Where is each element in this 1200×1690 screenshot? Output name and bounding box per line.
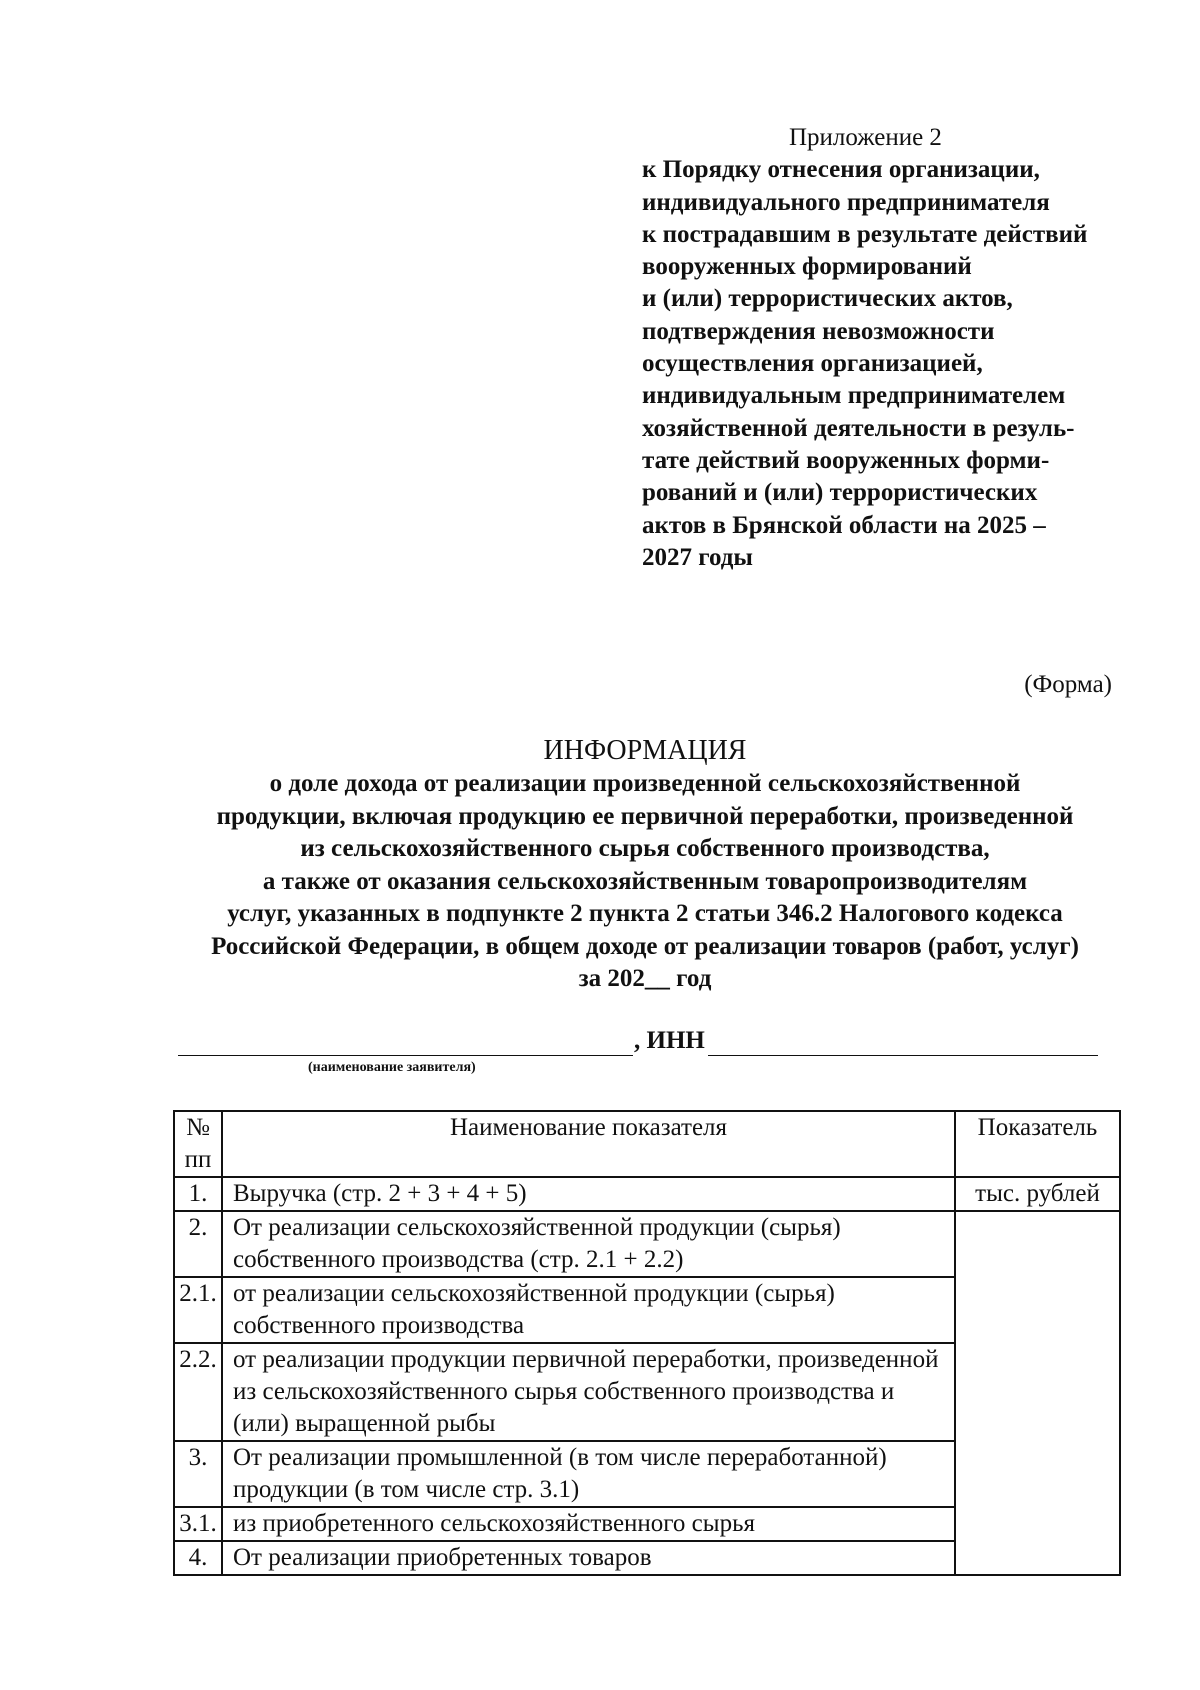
inn-label: , ИНН bbox=[634, 1027, 705, 1054]
heading-line: продукции, включая продукцию ее первичной переработки, произведенной bbox=[216, 802, 1074, 830]
heading-line: о доле дохода от реализации произведенной сельскохозяйственной bbox=[269, 770, 1021, 797]
appendix-line: тате действий вооруженных форми- bbox=[642, 446, 1050, 474]
appendix-line: хозяйственной деятельности в резуль- bbox=[642, 414, 1075, 442]
header-name: Наименование показателя bbox=[222, 1111, 955, 1177]
table-row bbox=[174, 1211, 1120, 1277]
row-num: 3.1. bbox=[174, 1507, 222, 1541]
appendix-line: индивидуальным предпринимателем bbox=[642, 382, 1066, 410]
document-heading bbox=[150, 734, 1140, 996]
row-num: 2.1. bbox=[174, 1277, 222, 1343]
row-num: 4. bbox=[174, 1541, 222, 1575]
appendix-line: 2027 годы bbox=[642, 543, 753, 571]
appendix-block bbox=[642, 122, 1122, 574]
form-label: (Форма) bbox=[1024, 671, 1112, 698]
row-name: От реализации промышленной (в том числе переработанной) продукции (в том числе стр. 3.1) bbox=[222, 1441, 955, 1507]
appendix-line: к Порядку отнесения организации, bbox=[642, 156, 1040, 184]
heading-line: Российской Федерации, в общем доходе от реализации товаров (работ, услуг) bbox=[211, 932, 1079, 960]
appendix-line: осуществления организацией, bbox=[642, 350, 983, 378]
appendix-title: Приложение 2 bbox=[789, 124, 942, 151]
applicant-name-blank[interactable] bbox=[178, 1055, 633, 1056]
row-name: От реализации сельскохозяйственной продукции (сырья) собственного производства (стр. 2.1 + 2.2) bbox=[222, 1211, 955, 1277]
applicant-row bbox=[178, 1024, 1098, 1084]
heading-title: ИНФОРМАЦИЯ bbox=[543, 735, 747, 766]
inn-blank[interactable] bbox=[708, 1055, 1098, 1056]
row-num: 1. bbox=[174, 1177, 222, 1211]
heading-line: услуг, указанных в подпункте 2 пункта 2 статьи 346.2 Налогового кодекса bbox=[227, 900, 1063, 927]
row-num: 3. bbox=[174, 1441, 222, 1507]
applicant-caption: (наименование заявителя) bbox=[308, 1060, 476, 1075]
heading-line: из сельскохозяйственного сырья собственного производства, bbox=[300, 835, 990, 862]
row-name: Выручка (стр. 2 + 3 + 4 + 5) bbox=[222, 1177, 955, 1211]
row-name: от реализации сельскохозяйственной продукции (сырья) собственного производства bbox=[222, 1277, 955, 1343]
appendix-line: вооруженных формирований bbox=[642, 253, 972, 281]
appendix-line: индивидуального предпринимателя bbox=[642, 188, 1050, 216]
row-name: От реализации приобретенных товаров bbox=[222, 1541, 955, 1575]
row-num: 2. bbox=[174, 1211, 222, 1277]
header-num: № пп bbox=[174, 1111, 222, 1177]
heading-line: а также от оказания сельскохозяйственным товаропроизводителям bbox=[262, 867, 1028, 895]
value-cell[interactable] bbox=[955, 1211, 1120, 1575]
row-name: от реализации продукции первичной переработки, произведенной из сельскохозяйственного сырья собственного производства и (или) выращенной рыбы bbox=[222, 1343, 955, 1441]
table-header-row bbox=[174, 1111, 1120, 1177]
unit-cell: тыс. рублей bbox=[955, 1177, 1120, 1211]
table-row bbox=[174, 1177, 1120, 1211]
heading-line: за 202__ год bbox=[578, 965, 712, 992]
row-name: из приобретенного сельскохозяйственного сырья bbox=[222, 1507, 955, 1541]
header-value: Показатель bbox=[955, 1111, 1120, 1177]
appendix-line: к пострадавшим в результате действий bbox=[642, 220, 1088, 248]
appendix-line: и (или) террористических актов, bbox=[642, 285, 1013, 313]
row-num: 2.2. bbox=[174, 1343, 222, 1441]
appendix-line: подтверждения невозможности bbox=[642, 317, 995, 345]
appendix-line: актов в Брянской области на 2025 – bbox=[642, 511, 1046, 539]
appendix-line: рований и (или) террористических bbox=[642, 479, 1038, 507]
indicator-table bbox=[173, 1110, 1121, 1576]
